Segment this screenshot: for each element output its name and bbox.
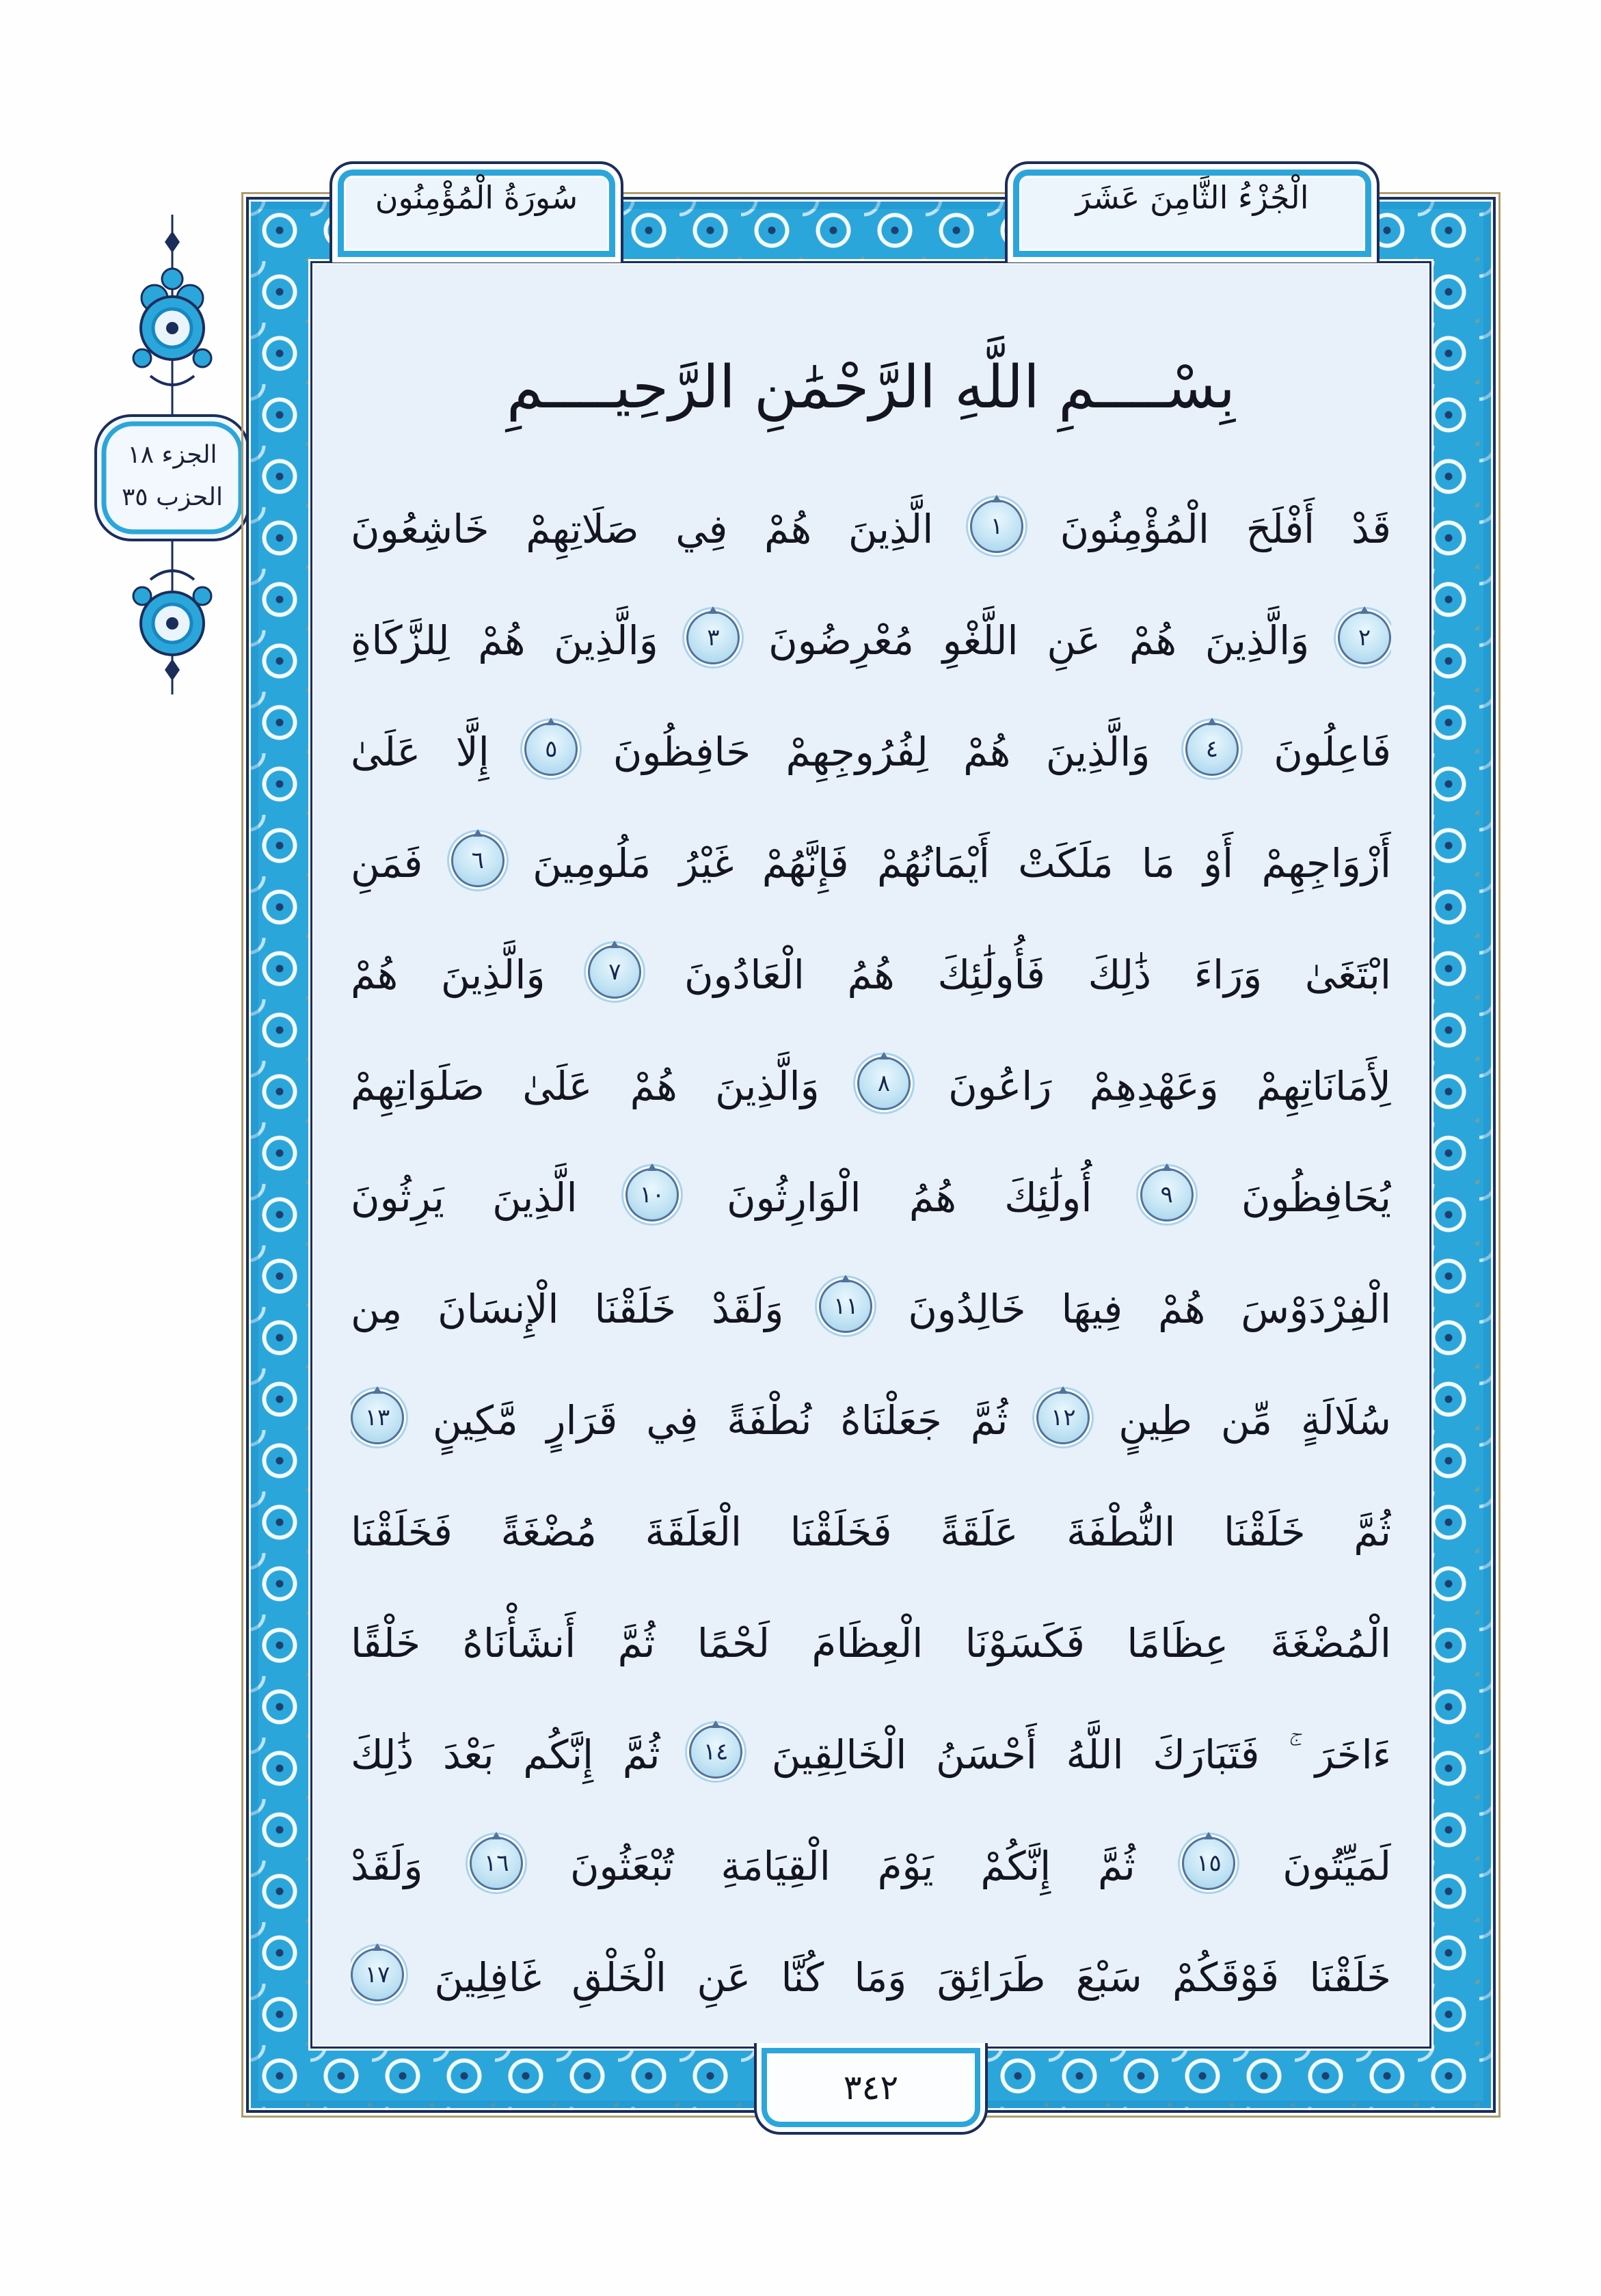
surah-name-tab — [329, 161, 623, 262]
verse-number-medallion — [524, 722, 578, 776]
margin-juz-label: الجزء ١٨ — [127, 441, 217, 469]
verse-text: ثُمَّ خَلَقْنَا النُّطْفَةَ عَلَقَةً فَخَلَقْنَا الْعَلَقَةَ مُضْغَةً فَخَلَقْنَا — [351, 1509, 1391, 1555]
verse-number: ١٤ — [703, 1738, 729, 1766]
verse-number-medallion — [588, 945, 641, 999]
verse-text: يُحَافِظُونَ — [1193, 1174, 1391, 1221]
mushaf-line — [351, 585, 1391, 697]
verse-text: وَلَقَدْ خَلَقْنَا الْإِنسَانَ مِن — [351, 1286, 820, 1332]
verse-number-medallion — [686, 611, 740, 664]
verse-text: ثُمَّ جَعَلْنَاهُ نُطْفَةً فِي قَرَارٍ مَّكِينٍ — [404, 1397, 1037, 1444]
mushaf-line — [351, 697, 1391, 808]
mushaf-line — [351, 808, 1391, 919]
verse-text: ءَاخَرَ ۚ فَتَبَارَكَ اللَّهُ أَحْسَنُ الْخَالِقِينَ — [742, 1731, 1391, 1778]
verse-text: خَلَقْنَا فَوْقَكُمْ سَبْعَ طَرَائِقَ وَمَا كُنَّا عَنِ الْخَلْقِ غَافِلِينَ — [404, 1954, 1391, 2001]
verse-number: ٣ — [707, 623, 720, 651]
verse-number-medallion — [1140, 1168, 1194, 1221]
verse-number-medallion — [819, 1280, 872, 1333]
verse-text: فَاعِلُونَ — [1238, 729, 1391, 775]
verse-text: أَزْوَاجِهِمْ أَوْ مَا مَلَكَتْ أَيْمَانُهُمْ فَإِنَّهُمْ غَيْرُ مَلُومِينَ — [504, 840, 1391, 887]
verse-number-medallion — [1185, 722, 1239, 776]
mushaf-line — [351, 1254, 1391, 1365]
surah-name: سُورَةُ الْمُؤْمِنُون — [375, 179, 578, 216]
mushaf-line — [351, 1588, 1391, 1699]
page-border-frame — [246, 179, 1496, 2113]
verse-number: ١٥ — [1196, 1849, 1222, 1877]
mushaf-text-block — [347, 271, 1395, 2041]
verse-number-medallion — [689, 1725, 742, 1779]
verse-number-medallion — [1036, 1391, 1090, 1444]
verse-number: ٦ — [471, 846, 484, 874]
verse-number: ١٣ — [364, 1403, 390, 1431]
verse-number-medallion — [625, 1168, 679, 1221]
mushaf-line — [351, 1476, 1391, 1588]
verse-text: وَالَّذِينَ هُمْ — [351, 951, 589, 998]
verse-number: ١٦ — [483, 1849, 509, 1877]
verse-number: ٧ — [608, 958, 621, 986]
verse-text: قَدْ أَفْلَحَ الْمُؤْمِنُونَ — [1023, 506, 1391, 552]
verse-number: ٩ — [1160, 1180, 1173, 1208]
verse-number: ٢ — [1358, 623, 1371, 651]
verse-number: ١١ — [833, 1292, 859, 1320]
page-number: ٣٤٢ — [843, 2068, 899, 2107]
verse-text: الْمُضْغَةَ عِظَامًا فَكَسَوْنَا الْعِظَامَ لَحْمًا ثُمَّ أَنشَأْنَاهُ خَلْقًا — [351, 1620, 1391, 1666]
verse-text: وَلَقَدْ — [351, 1843, 470, 1889]
mushaf-line — [351, 1811, 1391, 1922]
basmala: بِسْــــمِ اللَّهِ الرَّحْمَٰنِ الرَّحِيــــمِ — [507, 353, 1235, 422]
juz-hizb-margin-ornament — [77, 213, 268, 696]
verse-number-medallion — [470, 1837, 523, 1890]
verse-number-medallion — [351, 1948, 404, 2001]
mushaf-line — [351, 474, 1391, 585]
verse-number-medallion — [351, 1391, 404, 1444]
verse-text: الَّذِينَ هُمْ فِي صَلَاتِهِمْ خَاشِعُونَ — [351, 506, 970, 552]
verse-text: وَالَّذِينَ هُمْ عَنِ اللَّغْوِ مُعْرِضُونَ — [740, 617, 1338, 664]
juz-name: الْجُزْءُ الثَّامِنَ عَشَرَ — [1075, 179, 1309, 216]
verse-number-medallion — [970, 500, 1023, 553]
verse-text: الْفِرْدَوْسَ هُمْ فِيهَا خَالِدُونَ — [872, 1286, 1391, 1332]
verse-lines — [347, 474, 1395, 2034]
verse-text: وَالَّذِينَ هُمْ لِفُرُوجِهِمْ حَافِظُونَ — [578, 729, 1185, 775]
margin-hizb-label: الحزب ٣٥ — [121, 483, 224, 511]
verse-text: لَمَيِّتُونَ — [1235, 1843, 1391, 1889]
verse-text: ابْتَغَىٰ وَرَاءَ ذَٰلِكَ فَأُولَٰئِكَ هُمُ الْعَادُونَ — [641, 951, 1391, 998]
verse-number: ٥ — [545, 735, 558, 763]
verse-number-medallion — [1338, 611, 1391, 664]
verse-text: لِأَمَانَاتِهِمْ وَعَهْدِهِمْ رَاعُونَ — [910, 1063, 1391, 1109]
mushaf-line — [351, 1031, 1391, 1142]
verse-number: ١٠ — [639, 1180, 665, 1208]
verse-number: ٤ — [1205, 735, 1218, 763]
verse-number: ١ — [990, 512, 1004, 540]
verse-number: ١٧ — [364, 1960, 390, 1988]
verse-number-medallion — [1182, 1837, 1235, 1890]
mushaf-line — [351, 1922, 1391, 2034]
verse-number: ٨ — [877, 1069, 891, 1097]
verse-text: فَمَنِ — [351, 840, 451, 887]
verse-text: ثُمَّ إِنَّكُم بَعْدَ ذَٰلِكَ — [351, 1731, 690, 1778]
verse-text: إِلَّا عَلَىٰ — [351, 729, 525, 775]
verse-number-medallion — [451, 834, 504, 887]
verse-text: سُلَالَةٍ مِّن طِينٍ — [1090, 1397, 1391, 1444]
juz-name-tab — [1005, 161, 1380, 262]
mushaf-line — [351, 1699, 1391, 1811]
verse-text: أُولَٰئِكَ هُمُ الْوَارِثُونَ — [678, 1174, 1140, 1221]
verse-text: الَّذِينَ يَرِثُونَ — [351, 1174, 625, 1221]
verse-number: ١٢ — [1051, 1403, 1076, 1431]
verse-text: ثُمَّ إِنَّكُمْ يَوْمَ الْقِيَامَةِ تُبْعَثُونَ — [523, 1843, 1183, 1889]
verse-text: وَالَّذِينَ هُمْ لِلزَّكَاةِ — [351, 617, 687, 664]
verse-text: وَالَّذِينَ هُمْ عَلَىٰ صَلَوَاتِهِمْ — [351, 1063, 857, 1109]
verse-number-medallion — [857, 1057, 911, 1110]
mushaf-line — [351, 1365, 1391, 1476]
mushaf-page — [310, 261, 1431, 2049]
mushaf-line — [351, 1142, 1391, 1254]
page-number-tab — [754, 2043, 988, 2135]
mushaf-line — [351, 919, 1391, 1031]
